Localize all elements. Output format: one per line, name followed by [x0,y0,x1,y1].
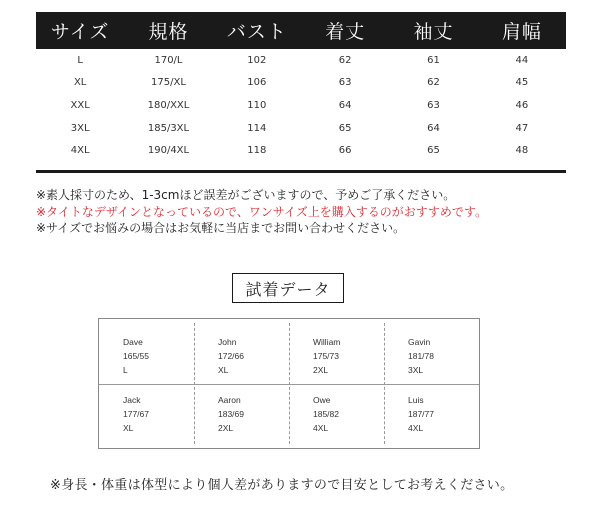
cell: 62 [338,54,352,66]
cell: 66 [338,145,352,157]
fitting-person-card [289,319,384,384]
fitting-person-card [194,384,289,449]
person-name: Gavin [408,337,431,347]
cell: XL [73,77,87,89]
header-length: 着丈 [301,12,389,49]
person-size: 4XL [408,422,424,433]
person-measure: 187/77 [408,408,434,419]
person-size: 2XL [313,365,329,375]
table-row [36,139,566,164]
cell: 65 [338,122,352,134]
fitting-person-card [384,319,479,384]
cell: 190/4XL [147,145,190,157]
header-spec: 規格 [124,12,212,49]
header-sleeve: 袖丈 [389,12,477,49]
person-name: Luis [408,394,424,405]
cell: 63 [427,99,440,111]
cell: 170/L [154,54,183,66]
person-name: William [313,337,341,347]
fitting-person-card [194,319,289,384]
cell: 63 [338,77,352,89]
person-size: 4XL [313,422,329,433]
cell: 64 [338,99,352,111]
cell: 62 [427,77,440,89]
fitting-person-card [99,384,194,449]
cell: 102 [247,54,267,66]
table-row [36,72,566,95]
person-size: 2XL [218,422,234,433]
cell: XXL [70,99,90,111]
cell: 180/XXL [147,99,190,111]
note-line-contact: ※サイズでお悩みの場合はお気軽に当店までお問い合わせください。 [36,221,406,235]
fitting-person-card [384,384,479,449]
cell: 46 [515,99,529,111]
header-size: サイズ [36,12,124,49]
cell: 44 [515,54,529,66]
cell: 114 [247,122,267,134]
cell: 61 [427,54,440,66]
person-size: XL [218,365,229,375]
cell: 110 [247,99,267,111]
cell: 48 [515,145,529,157]
header-bust: バスト [213,12,301,49]
person-size: L [123,365,128,375]
cell: 106 [247,77,267,89]
person-name: Jack [123,394,141,405]
cell: L [77,54,83,66]
person-measure: 172/66 [218,351,244,361]
footer-note: ※身長・体重は体型により個人差がありますので目安としてお考えください。 [50,478,514,493]
cell: 47 [515,122,529,134]
size-table-header [36,12,566,49]
cell: 64 [427,122,440,134]
person-measure: 181/78 [408,351,434,361]
person-name: John [218,337,237,347]
fitting-person-card [99,319,194,384]
fitting-person-card [289,384,384,449]
person-measure: 175/73 [313,351,339,361]
person-measure: 185/82 [313,408,339,419]
table-bottom-divider [36,170,566,173]
person-size: 3XL [408,365,424,375]
cell: 185/3XL [147,122,190,134]
cell: 118 [247,145,267,157]
fitting-data-title: 試着データ [232,273,344,303]
cell: 45 [515,77,529,89]
note-line-tolerance: ※素人採寸のため、1-3cmほど誤差がございますので、予めご了承ください。 [36,188,456,202]
person-measure: 177/67 [123,408,149,419]
person-name: Dave [123,337,143,347]
fitting-data-grid [98,318,480,449]
header-shoulder: 肩幅 [478,12,566,49]
cell: 4XL [70,145,90,157]
table-row [36,117,566,140]
table-row [36,49,566,72]
person-size: XL [123,422,134,433]
size-table [36,12,566,164]
person-name: Owe [313,394,331,405]
person-measure: 183/69 [218,408,244,419]
cell: 65 [427,145,440,157]
note-line-size-up: ※タイトなデザインとなっているので、ワンサイズ上を購入するのがおすすめです。 [36,204,487,219]
table-row [36,94,566,117]
person-name: Aaron [218,394,241,405]
cell: 3XL [70,122,90,134]
cell: 175/XL [151,77,186,89]
person-measure: 165/55 [123,351,149,361]
notes-block [36,187,576,237]
